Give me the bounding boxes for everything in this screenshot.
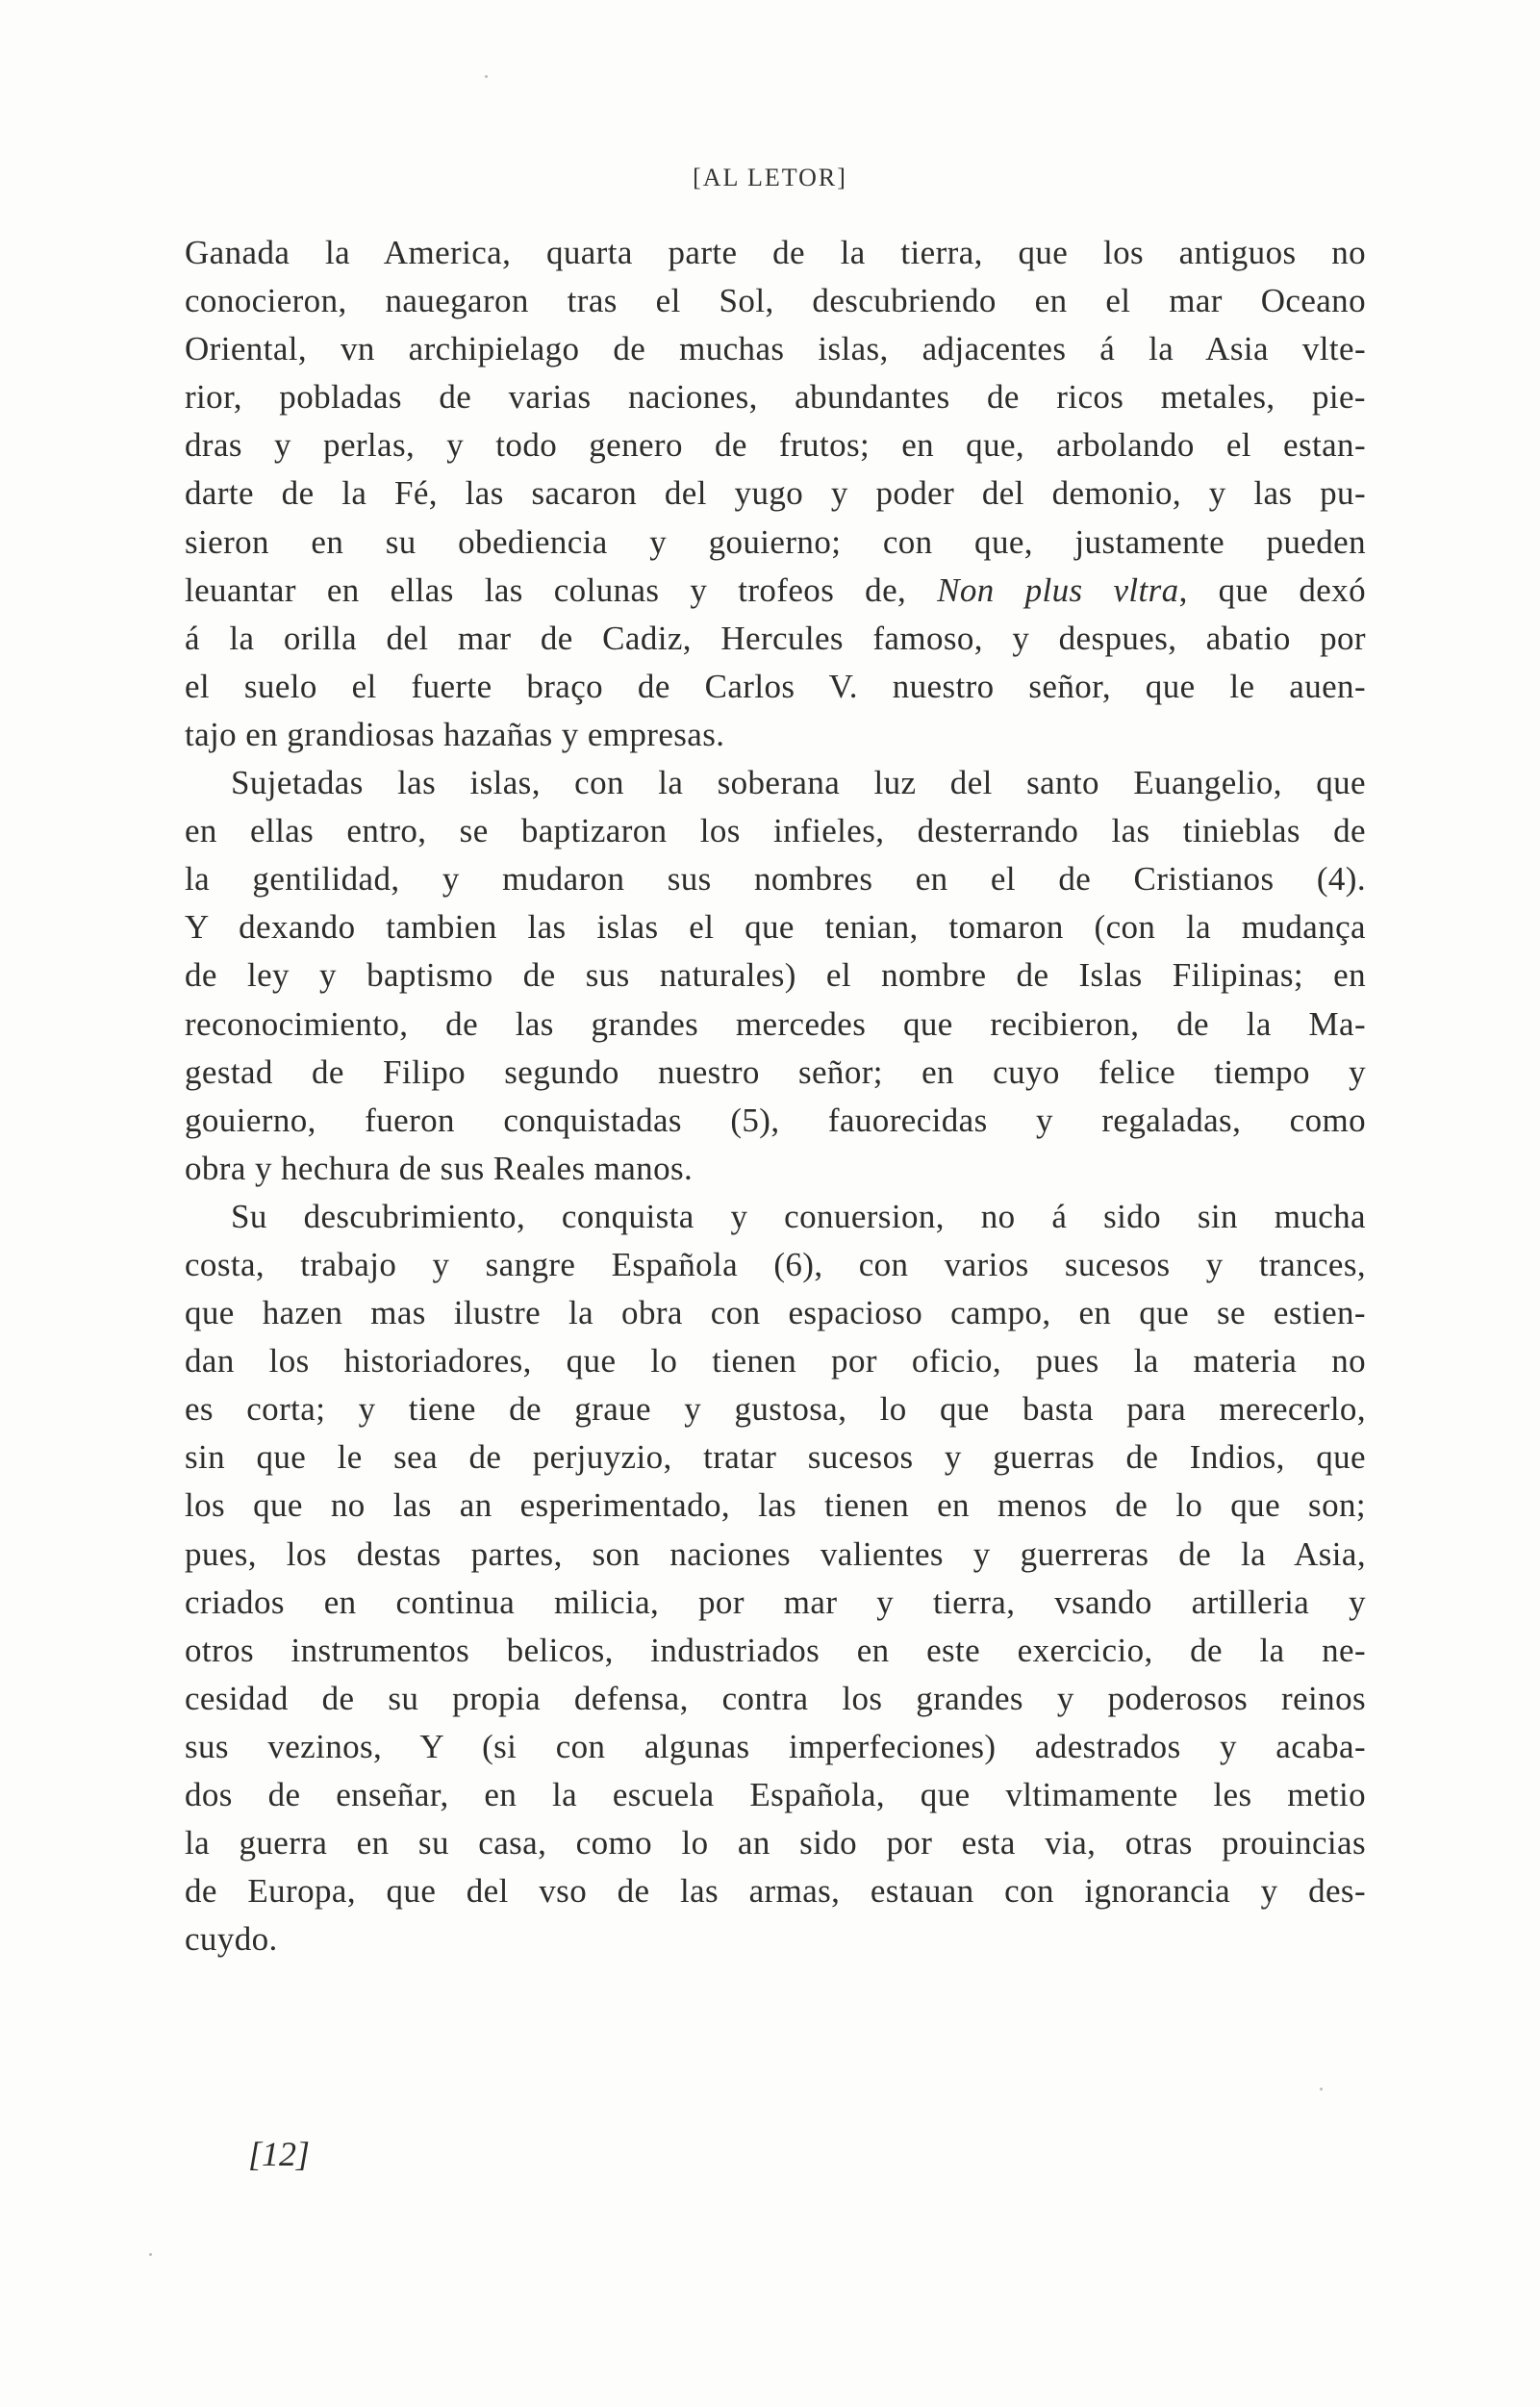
text-line: el suelo el fuerte braço de Carlos V. nuestro señor, que le auen- — [185, 667, 1366, 705]
text-line: gouierno, fueron conquistadas (5), fauorecidas y regaladas, como — [185, 1101, 1366, 1139]
text-line: cesidad de su propia defensa, contra los grandes y poderosos reinos — [185, 1679, 1366, 1717]
text-line: Oriental, vn archipielago de muchas islas, adjacentes á la Asia vlte- — [185, 330, 1366, 368]
text-line-italic-phrase: leuantar en ellas las colunas y trofeos de, Non plus vltra, que dexó — [185, 570, 1366, 609]
italic-phrase: Non plus vltra — [937, 570, 1179, 609]
text-line: tajo en grandiosas hazañas y empresas. — [185, 715, 725, 753]
text-line: reconocimiento, de las grandes mercedes que recibieron, de la Ma- — [185, 1004, 1366, 1043]
text-line: en ellas entro, se baptizaron los infieles, desterrando las tinieblas de — [185, 812, 1366, 850]
page-signature-text: [12] — [248, 2135, 311, 2173]
text-line: de ley y baptismo de sus naturales) el nombre de Islas Filipinas; en — [185, 956, 1366, 995]
text-line: conocieron, nauegaron tras el Sol, descubriendo en el mar Oceano — [185, 282, 1366, 320]
text-line: obra y hechura de sus Reales manos. — [185, 1149, 694, 1187]
text-line: la guerra en su casa, como lo an sido por esta via, otras prouincias — [185, 1824, 1366, 1862]
text-line: á la orilla del mar de Cadiz, Hercules famoso, y despues, abatio por — [185, 619, 1366, 657]
text-line: gestad de Filipo segundo nuestro señor; en cuyo felice tiempo y — [185, 1052, 1366, 1091]
text-line: sin que le sea de perjuyzio, tratar sucesos y guerras de Indios, que — [185, 1438, 1366, 1477]
page-signature — [248, 2134, 310, 2174]
paper-speck — [149, 2253, 152, 2256]
text-line: Sujetadas las islas, con la soberana luz del santo Euangelio, que — [231, 764, 1366, 802]
text-line: la gentilidad, y mudaron sus nombres en el de Cristianos (4). — [185, 860, 1366, 899]
text-line: criados en continua milicia, por mar y tierra, vsando artilleria y — [185, 1583, 1366, 1621]
text-line: dan los historiadores, que lo tienen por oficio, pues la materia no — [185, 1342, 1366, 1381]
paper-speck — [485, 75, 488, 78]
text-line: costa, trabajo y sangre Española (6), con varios sucesos y trances, — [185, 1245, 1366, 1283]
text-line: otros instrumentos belicos, industriados en este exercicio, de la ne- — [185, 1631, 1366, 1669]
text-line: que hazen mas ilustre la obra con espacioso campo, en que se estien- — [185, 1294, 1366, 1332]
text-line: los que no las an esperimentado, las tienen en menos de lo que son; — [185, 1486, 1366, 1525]
text-line: de Europa, que del vso de las armas, estauan con ignorancia y des- — [185, 1872, 1366, 1911]
text-line: rior, pobladas de varias naciones, abundantes de ricos metales, pie- — [185, 378, 1366, 417]
text-line: sieron en su obediencia y gouierno; con que, justamente pueden — [185, 522, 1366, 561]
running-header-text: [AL LETOR] — [693, 164, 847, 191]
text-line: es corta; y tiene de graue y gustosa, lo que basta para merecerlo, — [185, 1390, 1366, 1429]
text-line: Y dexando tambien las islas el que tenian, tomaron (con la mudança — [185, 908, 1366, 947]
main-text-block — [185, 229, 1366, 1964]
paper-speck — [1320, 2088, 1323, 2090]
text-line: darte de la Fé, las sacaron del yugo y poder del demonio, y las pu- — [185, 474, 1366, 513]
text-line: Ganada la America, quarta parte de la tierra, que los antiguos no — [185, 234, 1366, 271]
text-line: pues, los destas partes, son naciones valientes y guerreras de la Asia, — [185, 1534, 1366, 1573]
text-line: dras y perlas, y todo genero de frutos; en que, arbolando el estan- — [185, 426, 1366, 465]
text-line: cuydo. — [185, 1920, 278, 1959]
running-header — [0, 164, 1540, 192]
text-line: sus vezinos, Y (si con algunas imperfeciones) adestrados y acaba- — [185, 1727, 1366, 1765]
text-line: Su descubrimiento, conquista y conuersion, no á sido sin mucha — [231, 1197, 1366, 1235]
text-line: dos de enseñar, en la escuela Española, que vltimamente les metio — [185, 1776, 1366, 1813]
